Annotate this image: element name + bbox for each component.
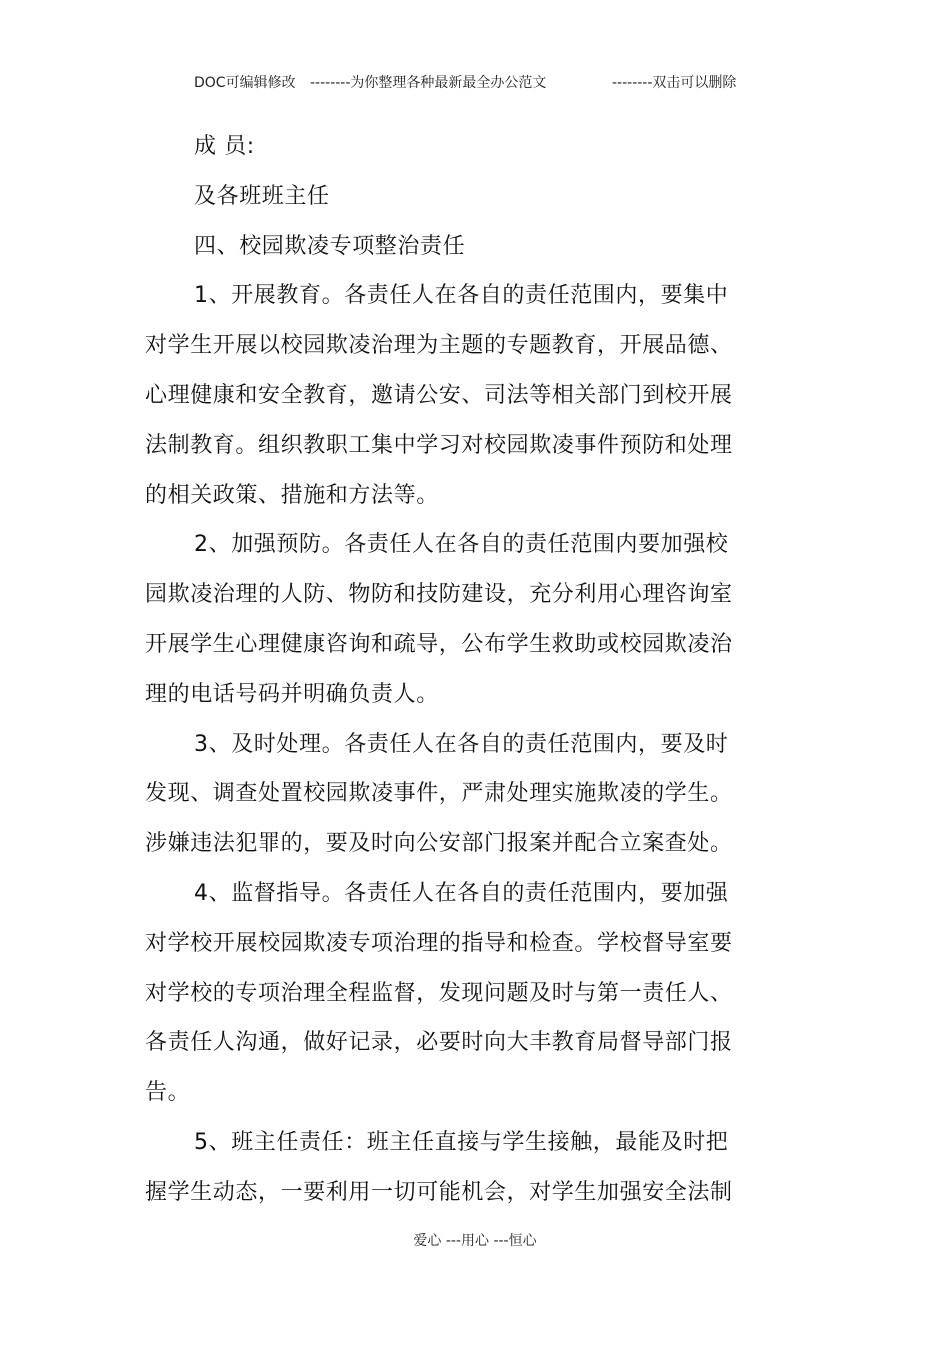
text-line: 发现、调查处置校园欺凌事件，严肃处理实施欺凌的学生。 [145,781,733,807]
text-line: 园欺凌治理的人防、物防和技防建设，充分利用心理咨询室 [145,582,733,608]
text-line: 3、及时处理。各责任人在各自的责任范围内，要及时 [194,731,729,757]
text-line: 理的电话号码并明确负责人。 [145,681,439,707]
text-line: 握学生动态，一要利用一切可能机会，对学生加强安全法制 [145,1179,733,1205]
text-line: 1、开展教育。各责任人在各自的责任范围内，要集中 [194,283,729,309]
document-body [145,122,740,1218]
header-middle-text: --------为你整理各种最新最全办公范文 [310,75,547,91]
text-line: 四、校园欺凌专项整治责任 [194,233,466,259]
text-line: 成 员: [194,134,255,159]
text-line: 及各班班主任 [194,183,330,209]
header-left-text: DOC可编辑修改 [194,75,296,91]
text-line: 5、班主任责任：班主任直接与学生接触，最能及时把 [194,1129,729,1155]
page-footer: 爱心 ---用心 ---恒心 [413,1233,537,1249]
text-line: 法制教育。组织教职工集中学习对校园欺凌事件预防和处理 [145,432,733,458]
text-line: 开展学生心理健康咨询和疏导，公布学生救助或校园欺凌治 [145,631,733,657]
text-line: 2、加强预防。各责任人在各自的责任范围内要加强校 [194,532,729,558]
text-line: 涉嫌违法犯罪的，要及时向公安部门报案并配合立案查处。 [145,831,733,857]
text-line: 的相关政策、措施和方法等。 [145,482,439,508]
text-line: 心理健康和安全教育，邀请公安、司法等相关部门到校开展 [145,382,733,408]
page-header [194,72,736,92]
text-line: 对学校的专项治理全程监督，发现问题及时与第一责任人、 [145,980,733,1006]
text-line: 对学校开展校园欺凌专项治理的指导和检查。学校督导室要 [145,930,733,956]
header-right-text: --------双击可以删除 [612,75,737,91]
text-line: 4、监督指导。各责任人在各自的责任范围内，要加强 [194,880,729,906]
text-line: 告。 [145,1080,191,1106]
text-line: 各责任人沟通，做好记录，必要时向大丰教育局督导部门报 [145,1030,733,1056]
text-line: 对学生开展以校园欺凌治理为主题的专题教育，开展品德、 [145,333,733,359]
